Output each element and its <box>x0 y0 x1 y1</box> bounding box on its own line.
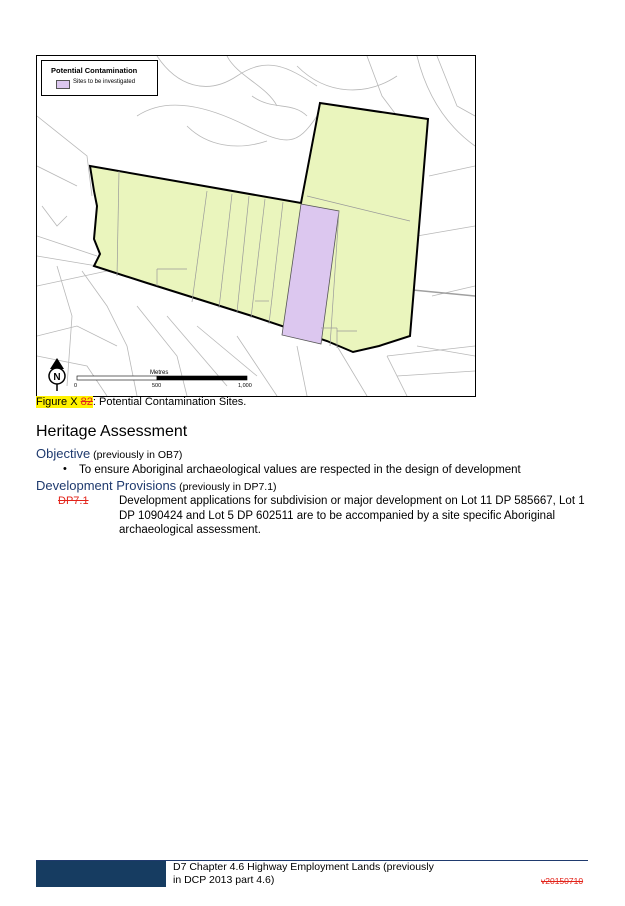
map-graphic <box>37 56 475 396</box>
objective-note: (previously in OB7) <box>90 449 183 461</box>
svg-text:N: N <box>53 372 61 383</box>
caption-prefix: Figure X <box>36 396 81 408</box>
scale-tick-0: 0 <box>74 383 78 389</box>
provision-number: DP7.1 <box>58 495 89 507</box>
provisions-note: (previously in DP7.1) <box>176 481 277 493</box>
map-legend <box>41 60 158 96</box>
caption-old-number: 82 <box>80 396 93 408</box>
footer-title <box>173 861 434 887</box>
study-area <box>90 103 428 352</box>
section-heading: Heritage Assessment <box>36 423 188 440</box>
bullet-icon: • <box>63 463 67 475</box>
north-arrow-icon <box>49 358 65 391</box>
legend-title: Potential Contamination <box>51 66 138 75</box>
objective-bullet: To ensure Aboriginal archaeological values are respected in the design of development <box>79 464 521 476</box>
provisions-heading <box>36 478 277 493</box>
objective-heading <box>36 446 182 461</box>
legend-label: Sites to be investigated <box>73 79 136 85</box>
contamination-map <box>36 55 476 397</box>
footer-line-2: in DCP 2013 part 4.6) <box>173 874 275 886</box>
legend-swatch <box>56 80 70 89</box>
footer-version: v20150710 <box>541 876 584 886</box>
provision-text: Development applications for subdivision or major development on Lot 11 DP 585667, Lot 1 DP 1090424 and Lot 5 DP 602511 are to be accompanied by a site specific Aboriginal archaeological assessment. <box>119 495 585 536</box>
objective-label: Objective <box>36 446 91 461</box>
footer-block <box>36 861 166 887</box>
caption-text: : Potential Contamination Sites. <box>92 396 247 408</box>
scale-unit: Metres <box>150 370 169 376</box>
scale-tick-1000: 1,000 <box>238 383 252 389</box>
footer-line-1: D7 Chapter 4.6 Highway Employment Lands (previously <box>173 861 434 873</box>
provisions-label: Development Provisions <box>36 478 177 493</box>
scale-tick-500: 500 <box>152 383 162 389</box>
figure-caption <box>36 396 246 408</box>
scale-bar <box>77 376 247 380</box>
